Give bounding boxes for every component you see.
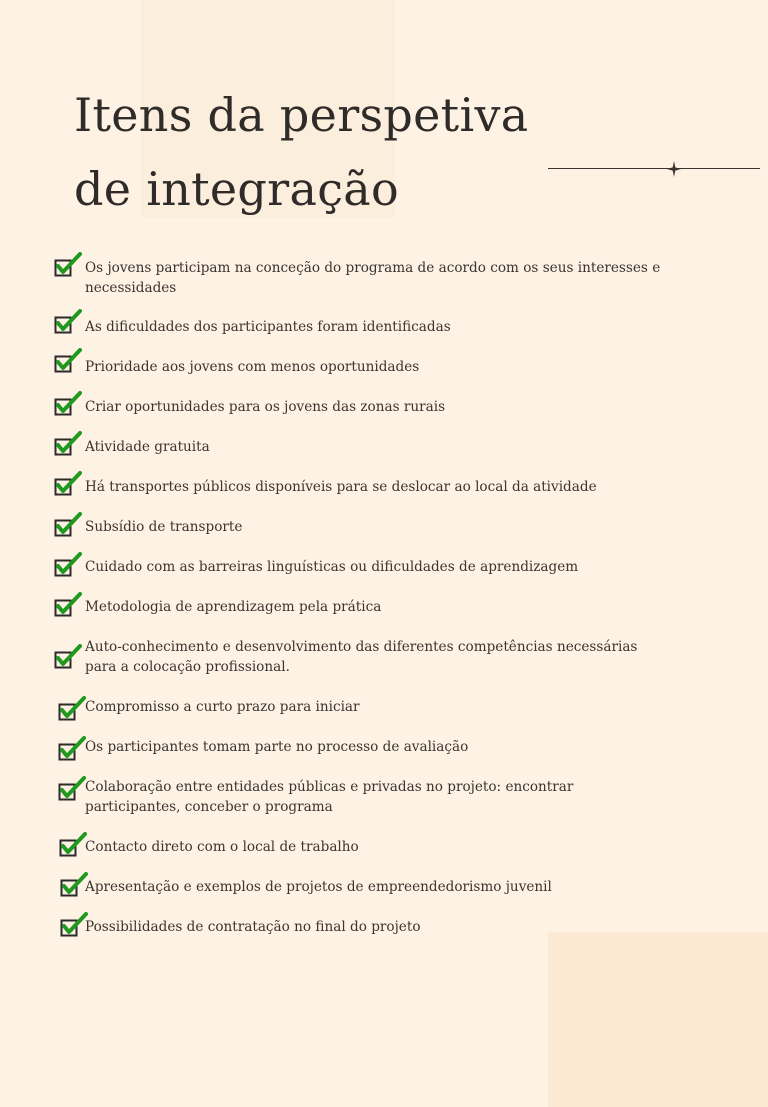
checkbox-checked-icon — [54, 391, 82, 417]
checklist-item-text: Metodologia de aprendizagem pela prática — [85, 599, 382, 615]
checklist-item-text: Os participantes tomam parte no processo de avaliação — [85, 739, 469, 755]
checklist-item-text: As dificuldades dos participantes foram identificadas — [85, 319, 451, 335]
checklist-item-text: Criar oportunidades para os jovens das zonas rurais — [85, 399, 446, 415]
checklist-item-text: Prioridade aos jovens com menos oportunidades — [85, 359, 420, 375]
checkbox-checked-icon — [60, 872, 88, 898]
checkbox-checked-icon — [54, 348, 82, 374]
checkbox-checked-icon — [54, 252, 82, 278]
decorative-divider — [548, 160, 760, 178]
checklist-item-text: Colaboração entre entidades públicas e privadas no projeto: encontrar participantes, conceber o programa — [85, 779, 574, 815]
checklist-item-text: Atividade gratuita — [85, 439, 210, 455]
checklist-item-text: Possibilidades de contratação no final do projeto — [85, 919, 421, 935]
checklist-item-text: Auto-conhecimento e desenvolvimento das diferentes competências necessárias para a colocação profissional. — [85, 639, 638, 675]
checkbox-checked-icon — [54, 431, 82, 457]
background-panel-bottom — [548, 932, 768, 1107]
checklist-item-text: Compromisso a curto prazo para iniciar — [85, 699, 360, 715]
checklist-item-text: Contacto direto com o local de trabalho — [85, 839, 359, 855]
checkbox-checked-icon — [54, 592, 82, 618]
checkbox-checked-icon — [54, 471, 82, 497]
sparkle-icon — [667, 161, 681, 177]
checkbox-checked-icon — [54, 552, 82, 578]
checkbox-checked-icon — [60, 912, 88, 938]
checklist-item-text: Subsídio de transporte — [85, 519, 243, 535]
checklist-item-text: Cuidado com as barreiras linguísticas ou dificuldades de aprendizagem — [85, 559, 579, 575]
checklist-item-text: Apresentação e exemplos de projetos de empreendedorismo juvenil — [85, 879, 552, 895]
page-title: Itens da perspetiva de integração — [74, 88, 529, 216]
checkbox-checked-icon — [54, 512, 82, 538]
checkbox-checked-icon — [58, 736, 86, 762]
checkbox-checked-icon — [58, 696, 86, 722]
checkbox-checked-icon — [54, 309, 82, 335]
checklist-item-text: Os jovens participam na conceção do programa de acordo com os seus interesses e necessidades — [85, 260, 661, 296]
checkbox-checked-icon — [58, 776, 86, 802]
checklist-item-text: Há transportes públicos disponíveis para se deslocar ao local da atividade — [85, 479, 597, 495]
checkbox-checked-icon — [54, 644, 82, 670]
divider-line — [548, 168, 760, 169]
checkbox-checked-icon — [59, 832, 87, 858]
